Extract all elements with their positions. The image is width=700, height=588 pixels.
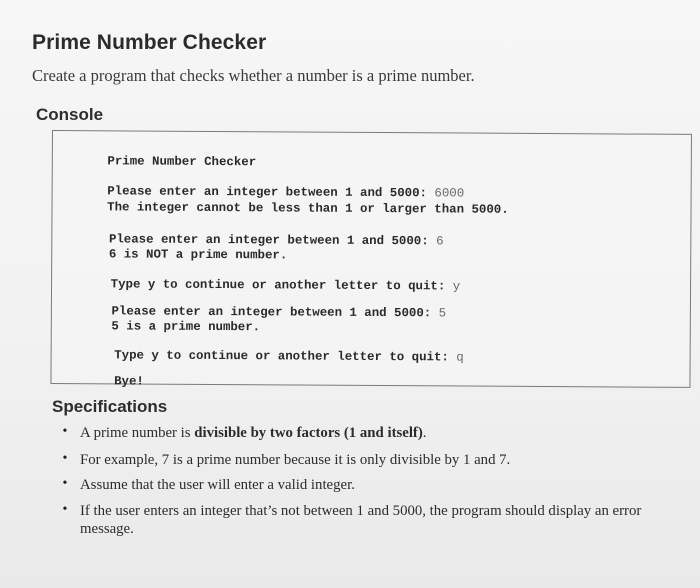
specifications-heading: Specifications bbox=[52, 397, 168, 416]
console-user-input: 6000 bbox=[434, 186, 465, 201]
spec-text: Assume that the user will enter a valid integer. bbox=[80, 477, 355, 493]
console-text: Bye! bbox=[114, 374, 144, 389]
spec-text bbox=[80, 424, 660, 442]
spec-text-part: . bbox=[422, 425, 427, 441]
page-subtitle: Create a program that checks whether a number is a prime number. bbox=[32, 66, 475, 85]
console-text: 6 is NOT a prime number. bbox=[108, 247, 288, 263]
page-title: Prime Number Checker bbox=[32, 31, 267, 54]
bullet-icon: • bbox=[62, 476, 68, 491]
spec-emphasis: divisible by two factors bbox=[194, 425, 341, 441]
spec-emphasis: (1 and itself) bbox=[343, 425, 423, 441]
console-text: 5 is a prime number. bbox=[111, 319, 261, 335]
console-user-input: 6 bbox=[436, 234, 444, 249]
bullet-icon: • bbox=[62, 502, 68, 517]
bullet-icon: • bbox=[62, 424, 68, 439]
console-user-input: 5 bbox=[438, 306, 447, 321]
console-user-input: q bbox=[456, 350, 464, 365]
spec-text-part: A prime number is bbox=[80, 425, 195, 441]
console-prompt: Type y to continue or another letter to quit: bbox=[114, 348, 457, 365]
console-text: Prime Number Checker bbox=[107, 154, 257, 170]
console-prompt: Please enter an integer between 1 and 5000: bbox=[107, 184, 435, 201]
console-prompt: Type y to continue or another letter to quit: bbox=[110, 277, 453, 294]
bullet-icon: • bbox=[62, 451, 68, 466]
console-user-input: y bbox=[452, 279, 461, 294]
console-output-box bbox=[50, 130, 692, 388]
spec-text: If the user enters an integer that’s not between 1 and 5000, the program should display an error message. bbox=[80, 503, 642, 537]
console-prompt: Please enter an integer between 1 and 5000: bbox=[108, 232, 437, 249]
console-text: The integer cannot be less than 1 or larger than 5000. bbox=[107, 200, 509, 217]
console-heading: Console bbox=[36, 105, 104, 124]
console-prompt: Please enter an integer between 1 and 5000: bbox=[111, 304, 439, 321]
spec-text: For example, 7 is a prime number because it is only divisible by 1 and 7. bbox=[80, 452, 511, 468]
